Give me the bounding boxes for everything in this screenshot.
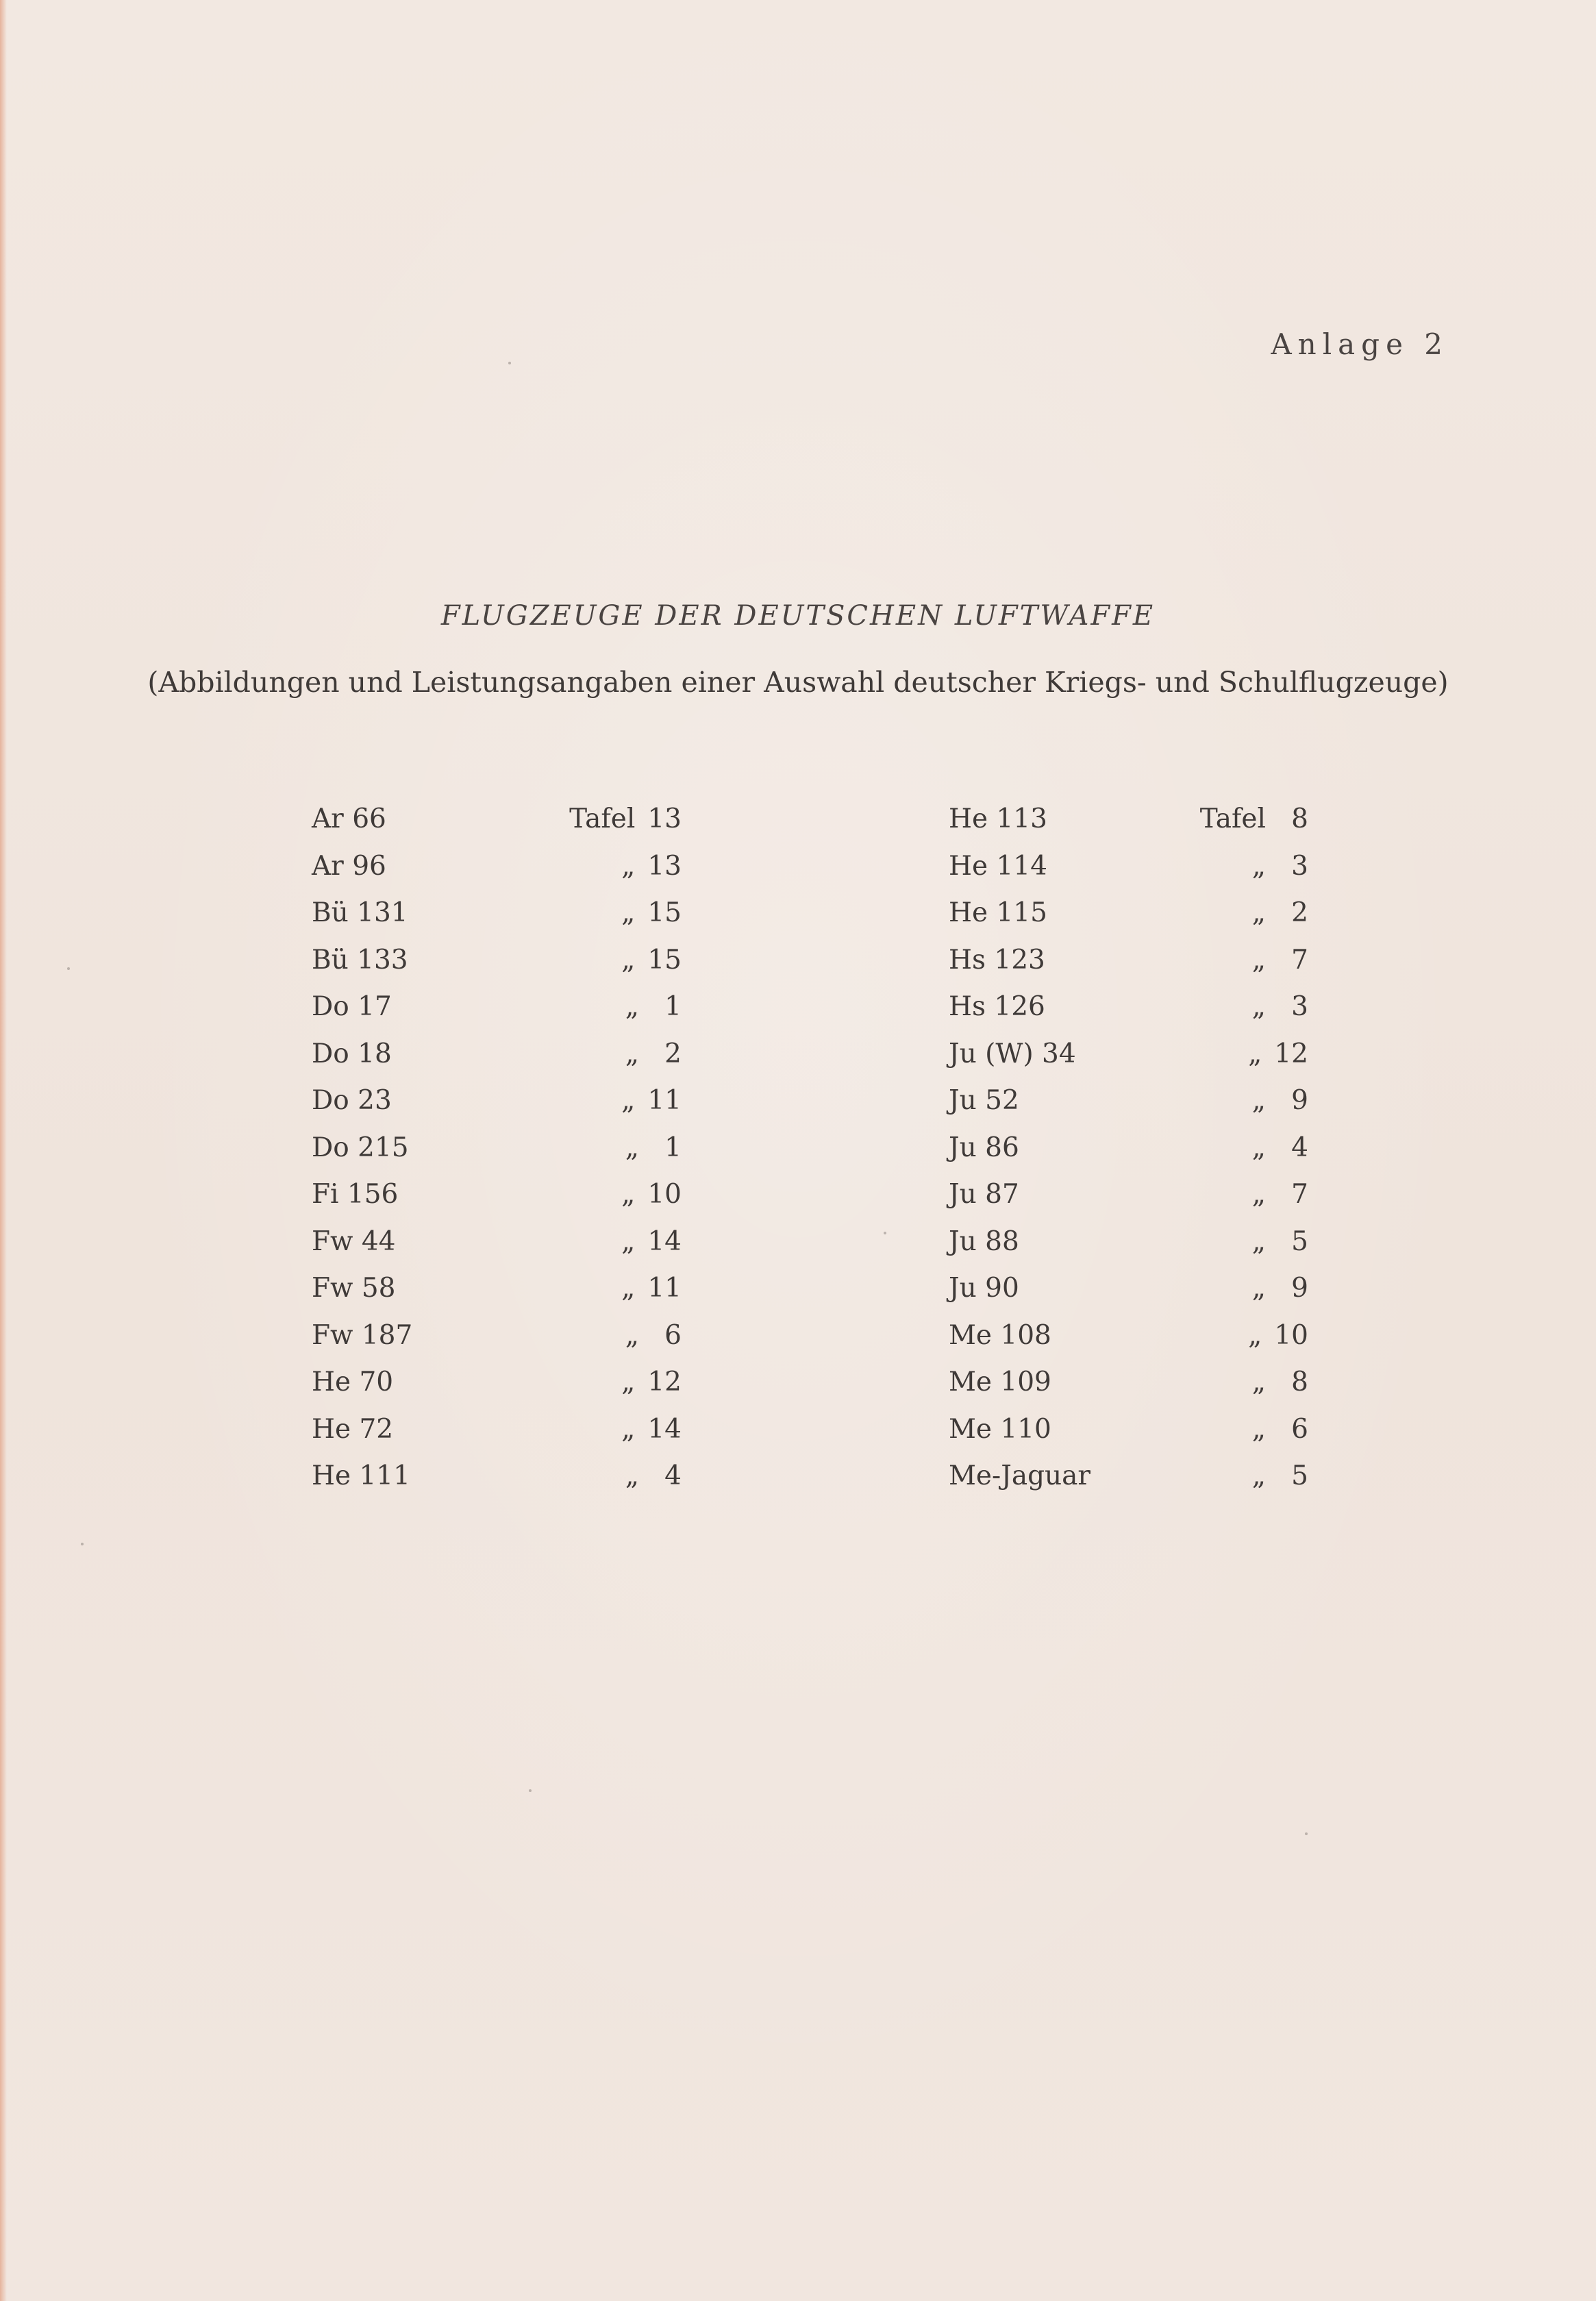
plate-reference bbox=[1252, 843, 1308, 891]
plate-reference bbox=[621, 1219, 682, 1266]
list-item bbox=[312, 1031, 682, 1078]
aircraft-name: Hs 126 bbox=[949, 991, 1045, 1022]
plate-number: 5 bbox=[1291, 1226, 1308, 1257]
aircraft-name: Me 108 bbox=[949, 1319, 1051, 1351]
aircraft-name: Do 18 bbox=[312, 1038, 392, 1069]
aircraft-name: Ju 86 bbox=[949, 1132, 1019, 1163]
plate-label: „ bbox=[1251, 991, 1266, 1022]
list-item bbox=[949, 1359, 1308, 1406]
plate-number: 10 bbox=[647, 1179, 682, 1210]
list-item bbox=[312, 937, 682, 984]
plate-number: 11 bbox=[647, 1273, 682, 1304]
plate-reference bbox=[1252, 1078, 1308, 1125]
list-item bbox=[312, 843, 682, 891]
plate-reference bbox=[621, 843, 682, 891]
aircraft-name: He 111 bbox=[312, 1460, 410, 1491]
list-item bbox=[949, 1219, 1308, 1266]
aircraft-name: He 70 bbox=[312, 1367, 394, 1397]
list-item bbox=[949, 1078, 1308, 1125]
list-item bbox=[949, 1171, 1308, 1219]
plate-label: „ bbox=[1251, 850, 1266, 882]
plate-number: 5 bbox=[1291, 1460, 1308, 1491]
list-item bbox=[312, 1219, 682, 1266]
plate-label: „ bbox=[625, 1460, 639, 1491]
list-item bbox=[949, 984, 1308, 1031]
paper-speck bbox=[67, 967, 70, 970]
paper-speck bbox=[508, 362, 511, 364]
plate-label: „ bbox=[1251, 1413, 1266, 1445]
aircraft-name: Ar 96 bbox=[312, 850, 386, 882]
aircraft-name: Ju 52 bbox=[949, 1085, 1019, 1116]
plate-number: 14 bbox=[647, 1226, 682, 1257]
plate-reference bbox=[1252, 1453, 1308, 1500]
list-item bbox=[312, 1406, 682, 1454]
plate-number: 2 bbox=[1291, 897, 1308, 928]
plate-label: Tafel bbox=[569, 804, 636, 834]
plate-reference bbox=[1252, 937, 1308, 984]
paper-speck bbox=[1305, 1832, 1308, 1835]
plate-label: „ bbox=[621, 897, 636, 928]
aircraft-name: Me 109 bbox=[949, 1367, 1051, 1397]
aircraft-name: Ju 90 bbox=[949, 1273, 1019, 1304]
list-item bbox=[312, 1359, 682, 1406]
plate-number: 3 bbox=[1291, 850, 1308, 882]
plate-label: „ bbox=[625, 1038, 639, 1069]
list-item bbox=[949, 843, 1308, 891]
plate-label: „ bbox=[625, 991, 639, 1022]
list-item bbox=[949, 937, 1308, 984]
plate-number: 15 bbox=[647, 944, 682, 975]
plate-reference bbox=[621, 890, 682, 937]
plate-reference bbox=[621, 1171, 682, 1219]
list-item bbox=[949, 796, 1308, 843]
aircraft-name: Ju 87 bbox=[949, 1179, 1019, 1210]
aircraft-list-left bbox=[312, 796, 682, 1500]
plate-number: 14 bbox=[647, 1413, 682, 1445]
plate-label: „ bbox=[621, 1413, 636, 1445]
plate-label: „ bbox=[1248, 1038, 1262, 1069]
plate-reference bbox=[1252, 890, 1308, 937]
plate-label: „ bbox=[621, 944, 636, 975]
plate-reference bbox=[569, 796, 682, 843]
list-item bbox=[312, 984, 682, 1031]
plate-number: 9 bbox=[1291, 1085, 1308, 1116]
aircraft-name: Ar 66 bbox=[312, 804, 386, 834]
document-title: FLUGZEUGE DER DEUTSCHEN LUFTWAFFE bbox=[440, 600, 1156, 632]
list-item bbox=[949, 1031, 1308, 1078]
aircraft-name: Bü 131 bbox=[312, 897, 408, 928]
plate-number: 2 bbox=[664, 1038, 682, 1069]
plate-reference bbox=[1248, 1313, 1308, 1360]
paper-speck bbox=[884, 1232, 886, 1234]
plate-reference bbox=[1252, 984, 1308, 1031]
aircraft-name: Fw 187 bbox=[312, 1319, 413, 1351]
plate-label: „ bbox=[1251, 1085, 1266, 1116]
plate-reference bbox=[621, 1406, 682, 1454]
plate-number: 12 bbox=[1274, 1038, 1308, 1069]
plate-reference bbox=[621, 1359, 682, 1406]
plate-label: „ bbox=[1248, 1319, 1262, 1351]
plate-reference bbox=[621, 1078, 682, 1125]
aircraft-name: Ju (W) 34 bbox=[949, 1038, 1076, 1069]
plate-number: 12 bbox=[647, 1367, 682, 1397]
annex-label: Anlage 2 bbox=[1271, 327, 1449, 361]
list-item bbox=[949, 890, 1308, 937]
plate-label: „ bbox=[1251, 1273, 1266, 1304]
plate-number: 1 bbox=[664, 1132, 682, 1163]
plate-reference bbox=[1248, 1031, 1308, 1078]
list-item bbox=[312, 890, 682, 937]
plate-reference bbox=[625, 1125, 682, 1172]
plate-number: 6 bbox=[664, 1319, 682, 1351]
plate-label: „ bbox=[621, 1367, 636, 1397]
plate-reference bbox=[625, 1453, 682, 1500]
plate-label: „ bbox=[625, 1132, 639, 1163]
plate-label: „ bbox=[1251, 944, 1266, 975]
plate-number: 7 bbox=[1291, 1179, 1308, 1210]
plate-number: 1 bbox=[664, 991, 682, 1022]
aircraft-name: Bü 133 bbox=[312, 944, 408, 975]
plate-number: 3 bbox=[1291, 991, 1308, 1022]
plate-reference bbox=[1252, 1219, 1308, 1266]
plate-reference bbox=[625, 1313, 682, 1360]
document-subtitle: (Abbildungen und Leistungsangaben einer Auswahl deutscher Kriegs- und Schulflugzeuge) bbox=[147, 666, 1449, 699]
plate-number: 13 bbox=[647, 850, 682, 882]
plate-reference bbox=[1252, 1359, 1308, 1406]
list-item bbox=[949, 1125, 1308, 1172]
plate-number: 6 bbox=[1291, 1413, 1308, 1445]
plate-reference bbox=[1200, 796, 1308, 843]
plate-number: 13 bbox=[647, 804, 682, 834]
plate-number: 4 bbox=[1291, 1132, 1308, 1163]
plate-reference bbox=[1252, 1125, 1308, 1172]
paper-edge-stain bbox=[0, 0, 7, 2301]
list-item bbox=[312, 1125, 682, 1172]
aircraft-list-right bbox=[949, 796, 1308, 1500]
list-item bbox=[949, 1406, 1308, 1454]
list-item bbox=[949, 1313, 1308, 1360]
paper-speck bbox=[81, 1543, 84, 1545]
plate-number: 10 bbox=[1274, 1319, 1308, 1351]
plate-number: 15 bbox=[647, 897, 682, 928]
aircraft-name: He 72 bbox=[312, 1413, 394, 1445]
aircraft-name: Ju 88 bbox=[949, 1226, 1019, 1257]
list-item bbox=[312, 1078, 682, 1125]
aircraft-name: Fw 58 bbox=[312, 1273, 396, 1304]
plate-label: „ bbox=[621, 850, 636, 882]
list-item bbox=[312, 1453, 682, 1500]
plate-number: 7 bbox=[1291, 944, 1308, 975]
aircraft-name: Do 215 bbox=[312, 1132, 409, 1163]
aircraft-name: Me 110 bbox=[949, 1413, 1051, 1445]
list-item bbox=[312, 1313, 682, 1360]
plate-reference bbox=[625, 1031, 682, 1078]
plate-label: „ bbox=[621, 1179, 636, 1210]
aircraft-name: Do 17 bbox=[312, 991, 392, 1022]
plate-label: „ bbox=[621, 1273, 636, 1304]
plate-label: „ bbox=[625, 1319, 639, 1351]
aircraft-name: Fw 44 bbox=[312, 1226, 396, 1257]
list-item bbox=[312, 1265, 682, 1313]
list-item bbox=[949, 1265, 1308, 1313]
plate-label: „ bbox=[1251, 1460, 1266, 1491]
plate-number: 9 bbox=[1291, 1273, 1308, 1304]
plate-number: 11 bbox=[647, 1085, 682, 1116]
plate-reference bbox=[625, 984, 682, 1031]
aircraft-name: He 113 bbox=[949, 804, 1047, 834]
plate-label: „ bbox=[1251, 1367, 1266, 1397]
plate-label: „ bbox=[1251, 897, 1266, 928]
aircraft-name: He 114 bbox=[949, 850, 1047, 882]
list-item bbox=[949, 1453, 1308, 1500]
aircraft-name: Me-Jaguar bbox=[949, 1460, 1091, 1491]
aircraft-name: Do 23 bbox=[312, 1085, 392, 1116]
plate-label: „ bbox=[1251, 1179, 1266, 1210]
list-item bbox=[312, 796, 682, 843]
plate-label: Tafel bbox=[1199, 804, 1266, 834]
plate-reference bbox=[621, 1265, 682, 1313]
paper-speck bbox=[529, 1789, 532, 1792]
plate-label: „ bbox=[621, 1226, 636, 1257]
plate-label: „ bbox=[621, 1085, 636, 1116]
plate-reference bbox=[1252, 1171, 1308, 1219]
plate-reference bbox=[1252, 1265, 1308, 1313]
plate-label: „ bbox=[1251, 1132, 1266, 1163]
plate-number: 4 bbox=[664, 1460, 682, 1491]
aircraft-name: Hs 123 bbox=[949, 944, 1045, 975]
plate-reference bbox=[1252, 1406, 1308, 1454]
plate-label: „ bbox=[1251, 1226, 1266, 1257]
aircraft-name: Fi 156 bbox=[312, 1179, 399, 1210]
aircraft-name: He 115 bbox=[949, 897, 1047, 928]
plate-reference bbox=[621, 937, 682, 984]
list-item bbox=[312, 1171, 682, 1219]
plate-number: 8 bbox=[1291, 1367, 1308, 1397]
plate-number: 8 bbox=[1291, 804, 1308, 834]
